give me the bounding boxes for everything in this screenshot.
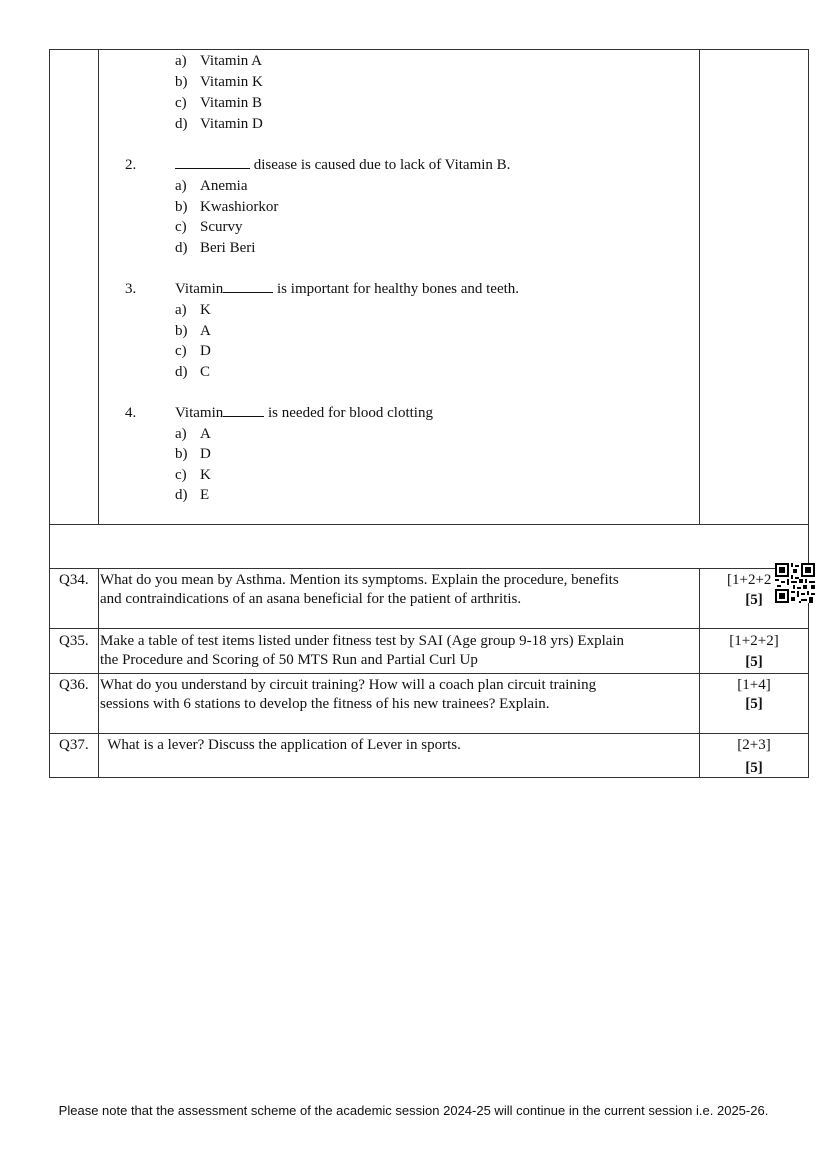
option-letter: b) — [175, 199, 188, 215]
option-letter: b) — [175, 446, 188, 462]
marks-split: [2+3] — [737, 737, 771, 753]
question-text-line: the Procedure and Scoring of 50 MTS Run and Partial Curl Up — [100, 652, 478, 668]
question-number: 2. — [125, 157, 137, 173]
question-stem-text: Vitamin — [175, 405, 224, 421]
option-letter: d) — [175, 240, 188, 256]
option-text: C — [200, 364, 211, 380]
option-text: Anemia — [200, 178, 248, 194]
option-text: Vitamin A — [200, 53, 263, 69]
marks-total: [5] — [745, 696, 763, 712]
question-text-line: What do you understand by circuit training? How will a coach plan circuit training — [100, 677, 597, 693]
marks-total: [5] — [745, 760, 763, 776]
option-text: D — [200, 446, 211, 462]
table-column-divider — [98, 49, 99, 524]
question-number: 3. — [125, 281, 137, 297]
option-letter: a) — [175, 53, 187, 69]
option-text: A — [200, 426, 211, 442]
option-text: Scurvy — [200, 219, 243, 235]
option-letter: d) — [175, 487, 188, 503]
option-letter: c) — [175, 95, 187, 111]
option-letter: a) — [175, 178, 187, 194]
option-text: K — [200, 302, 211, 318]
marks-split: [1+2+2] — [729, 633, 779, 649]
question-stem-text: is needed for blood clotting — [264, 405, 433, 421]
question-text-line: What do you mean by Asthma. Mention its symptoms. Explain the procedure, benefits — [100, 572, 619, 588]
question-stem-text: disease is caused due to lack of Vitamin B. — [250, 157, 511, 173]
option-text: Vitamin D — [200, 116, 263, 132]
option-text: E — [200, 487, 210, 503]
answer-blank — [175, 156, 250, 169]
option-text: A — [200, 323, 211, 339]
table-row-divider — [49, 673, 809, 674]
question-number: Q37. — [59, 737, 89, 753]
option-text: Vitamin K — [200, 74, 263, 90]
question-stem-text: is important for healthy bones and teeth. — [273, 281, 520, 297]
option-letter: b) — [175, 74, 188, 90]
question-text-line: sessions with 6 stations to develop the fitness of his new trainees? Explain. — [100, 696, 550, 712]
table-column-divider — [98, 568, 99, 777]
option-text: K — [200, 467, 211, 483]
question-text-line: Make a table of test items listed under fitness test by SAI (Age group 9-18 yrs) Explain — [100, 633, 625, 649]
question-text-line: What is a lever? Discuss the application of Lever in sports. — [100, 737, 461, 753]
table-column-divider — [699, 49, 700, 524]
option-letter: c) — [175, 219, 187, 235]
question-stem — [175, 404, 433, 422]
footer-note: Please note that the assessment scheme of the academic session 2024-25 will continue in the current session i.e. 2025-26. — [58, 1103, 769, 1118]
answer-blank — [223, 280, 273, 293]
question-number: Q36. — [59, 677, 89, 693]
question-number: Q35. — [59, 633, 89, 649]
option-text: Vitamin B — [200, 95, 263, 111]
table-row-divider — [49, 733, 809, 734]
table-border-right — [808, 49, 809, 777]
option-letter: d) — [175, 364, 188, 380]
question-stem — [175, 280, 519, 298]
option-text: Kwashiorkor — [200, 199, 279, 215]
option-letter: c) — [175, 467, 187, 483]
option-text: Beri Beri — [200, 240, 256, 256]
table-border-top — [49, 49, 809, 50]
option-text: D — [200, 343, 211, 359]
marks-total: [5] — [745, 592, 763, 608]
qr-code-icon — [775, 563, 815, 603]
table-border-bottom — [49, 777, 809, 778]
option-letter: a) — [175, 426, 187, 442]
option-letter: a) — [175, 302, 187, 318]
answer-blank — [223, 404, 264, 417]
question-number: 4. — [125, 405, 137, 421]
marks-split: [1+2+2 — [727, 572, 772, 588]
table-border-left — [49, 49, 50, 777]
marks-split: [1+4] — [737, 677, 771, 693]
question-number: Q34. — [59, 572, 89, 588]
question-stem — [175, 156, 510, 174]
option-letter: c) — [175, 343, 187, 359]
table-row-divider — [49, 568, 809, 569]
question-text-line: and contraindications of an asana beneficial for the patient of arthritis. — [100, 591, 522, 607]
marks-total: [5] — [745, 654, 763, 670]
option-letter: b) — [175, 323, 188, 339]
table-row-divider — [49, 524, 809, 525]
table-row-divider — [49, 628, 809, 629]
option-letter: d) — [175, 116, 188, 132]
question-stem-text: Vitamin — [175, 281, 224, 297]
